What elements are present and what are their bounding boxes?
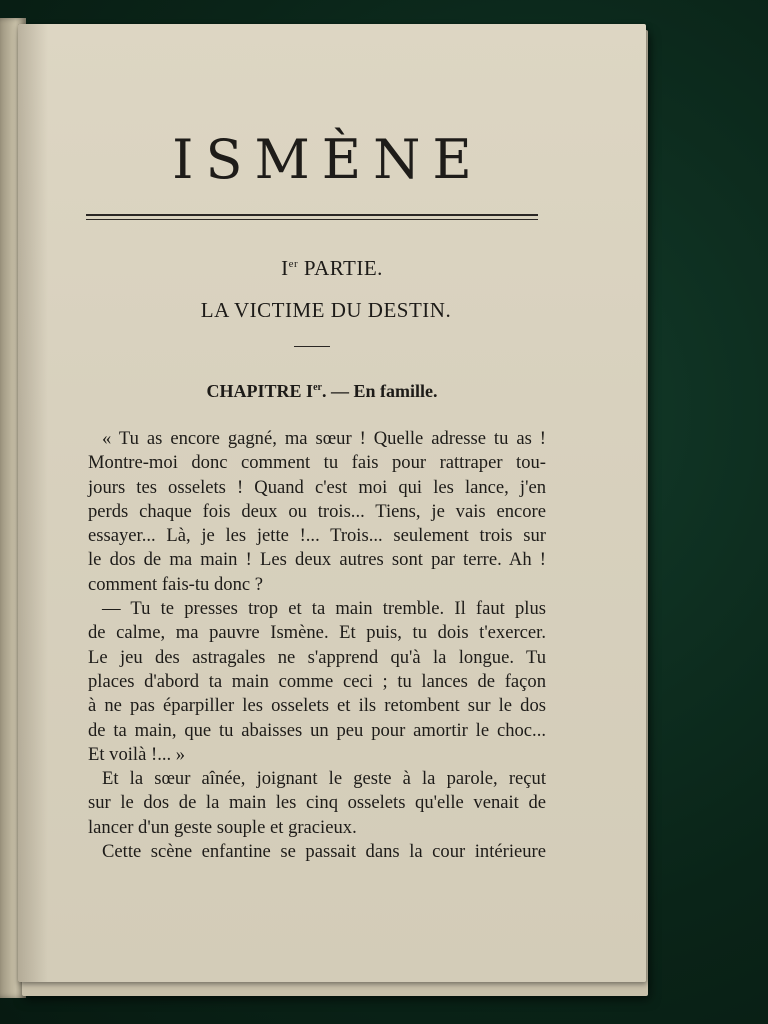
text-line: le dos de ma main ! Les deux autres sont par terre. Ah ! xyxy=(88,549,546,571)
text-line: Et la sœur aînée, joignant le geste à la parole, reçut xyxy=(102,768,546,790)
text-line: jours tes osselets ! Quand c'est moi qui les lance, j'en xyxy=(88,476,546,498)
part-heading xyxy=(18,256,646,281)
body-text xyxy=(88,427,546,864)
text-line: — Tu te presses trop et ta main tremble. Il faut plus xyxy=(102,598,546,620)
text-line: de calme, ma pauvre Ismène. Et puis, tu dois t'exercer. xyxy=(88,622,546,644)
text-line: Et voilà !... » xyxy=(88,743,186,765)
text-line: essayer... Là, je les jette !... Trois... seulement trois sur xyxy=(88,525,546,547)
text-line: perds chaque fois deux ou trois... Tiens, je vais encore xyxy=(88,500,546,522)
text-line: Cette scène enfantine se passait dans la cour intérieure xyxy=(102,841,546,863)
section-divider xyxy=(294,346,330,347)
part-roman: I xyxy=(281,256,289,280)
chapter-prefix: CHAPITRE I xyxy=(206,381,314,401)
text-line: Le jeu des astragales ne s'apprend qu'à la longue. Tu xyxy=(88,646,546,668)
part-word: PARTIE. xyxy=(303,256,383,280)
chapter-heading xyxy=(18,381,626,402)
chapter-title: . — En famille. xyxy=(321,381,438,401)
text-line: places d'abord ta main comme ceci ; tu lances de façon xyxy=(88,670,546,692)
title-double-rule xyxy=(86,214,538,220)
text-line: à ne pas éparpiller les osselets et ils retombent sur le dos xyxy=(88,695,546,717)
text-line: lancer d'un geste souple et gracieux. xyxy=(88,816,357,838)
text-line: comment fais-tu donc ? xyxy=(88,573,264,595)
text-line: de ta main, que tu abaisses un peu pour amortir le choc... xyxy=(88,719,546,741)
book-page xyxy=(18,24,646,982)
text-line: sur le dos de la main les cinq osselets qu'elle venait de xyxy=(88,792,546,814)
part-ordinal-suffix: er xyxy=(288,258,299,270)
part-subtitle: LA VICTIME DU DESTIN. xyxy=(200,298,452,322)
book-title: ISMÈNE xyxy=(172,128,484,191)
chapter-ordinal-suffix: er xyxy=(313,382,322,393)
text-line: Montre-moi donc comment tu fais pour rattraper tou- xyxy=(88,452,546,474)
text-line: « Tu as encore gagné, ma sœur ! Quelle adresse tu as ! xyxy=(102,428,546,449)
